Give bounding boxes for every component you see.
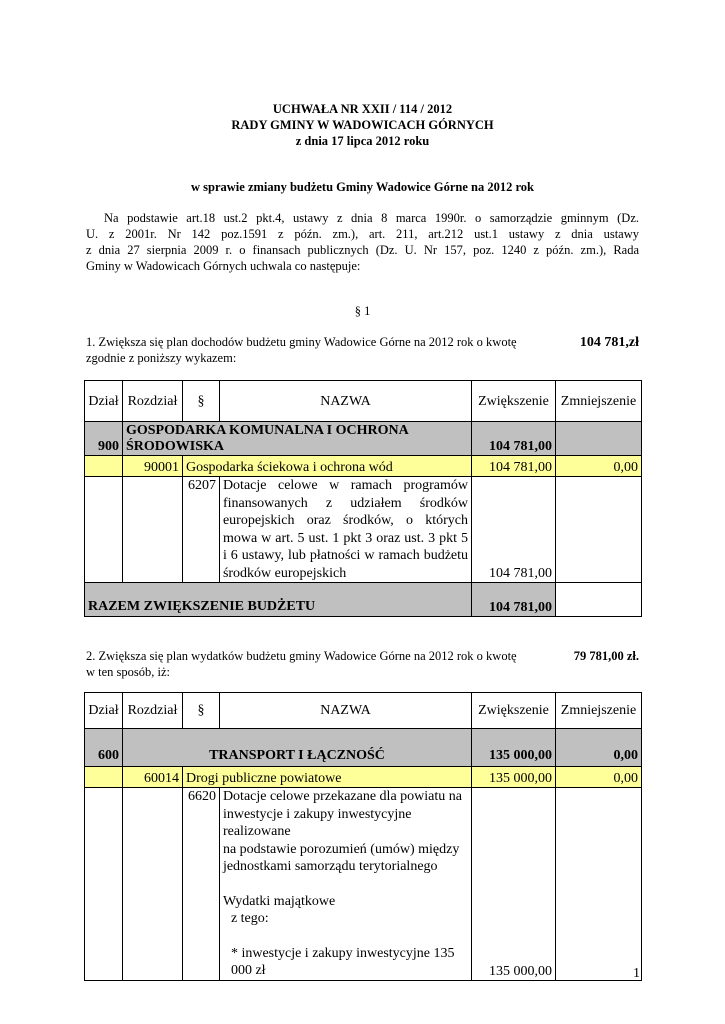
rozdzial-increase: 135 000,00 bbox=[472, 767, 556, 788]
col-paragraph: § bbox=[182, 693, 219, 729]
par-line-3: na podstawie porozumień (umów) między bbox=[222, 841, 460, 857]
dzial-name bbox=[122, 422, 471, 456]
dzial-decrease: 0,00 bbox=[555, 729, 641, 767]
dzial-code: 600 bbox=[85, 729, 123, 767]
section-mark: § 1 bbox=[354, 304, 371, 318]
par-increase: 104 781,00 bbox=[472, 477, 556, 583]
col-zwiekszenie: Zwiększenie bbox=[472, 693, 556, 729]
total-label: RAZEM ZWIĘKSZENIE BUDŻETU bbox=[85, 583, 472, 617]
spacer bbox=[223, 876, 468, 893]
council-name: RADY GMINY W WADOWICACH GÓRNYCH bbox=[231, 118, 494, 132]
empty-cell bbox=[85, 767, 123, 788]
col-zmniejszenie: Zmniejszenie bbox=[555, 381, 641, 422]
income-table bbox=[84, 380, 642, 617]
table-row bbox=[85, 767, 642, 788]
col-zmniejszenie: Zmniejszenie bbox=[555, 693, 641, 729]
rozdzial-name: Gospodarka ściekowa i ochrona wód bbox=[182, 456, 471, 477]
par-line-6: z tego: bbox=[230, 911, 269, 926]
resolution-title: UCHWAŁA NR XXII / 114 / 2012 bbox=[272, 102, 453, 116]
col-rozdzial: Rozdział bbox=[122, 381, 182, 422]
expense-table-header bbox=[85, 693, 642, 729]
par-line-4: jednostkami samorządu terytorialnego bbox=[222, 859, 438, 874]
empty-cell bbox=[122, 788, 182, 981]
dzial-name-line-1: GOSPODARKA KOMUNALNA I OCHRONA bbox=[125, 423, 409, 438]
par-code: 6207 bbox=[182, 477, 219, 583]
dzial-name-line-2: ŚRODOWISKA bbox=[125, 439, 225, 454]
dzial-decrease bbox=[555, 422, 641, 456]
point-1-text-b: zgodnie z poniższy wykazem: bbox=[86, 351, 237, 365]
par-line-2: inwestycje i zakupy inwestycyjne realizowane bbox=[222, 806, 412, 839]
preamble-line-3: z dnia 27 sierpnia 2009 r. o finansach publicznych (Dz. U. Nr 157, poz. 1240 z późn. zm.), Rada bbox=[86, 243, 639, 257]
point-2-amount: 79 781,00 zł. bbox=[573, 649, 639, 663]
point-2-text: 2. Zwiększa się plan wydatków budżetu gminy Wadowice Górne na 2012 rok o kwotę bbox=[86, 649, 517, 663]
col-paragraph: § bbox=[182, 381, 219, 422]
empty-cell bbox=[85, 788, 123, 981]
expense-table bbox=[84, 692, 642, 981]
preamble-line-1: Na podstawie art.18 ust.2 pkt.4, ustawy z dnia 8 marca 1990r. o samorządzie gminnym (Dz. bbox=[104, 211, 639, 225]
par-line-7: * inwestycje i zakupy inwestycyjne 135 000 zł bbox=[230, 945, 455, 978]
par-line-1: Dotacje celowe przekazane dla powiatu na bbox=[222, 789, 462, 804]
empty-cell bbox=[555, 788, 641, 981]
total-increase: 104 781,00 bbox=[472, 583, 556, 617]
point-1-amount: 104 781,zł bbox=[579, 335, 639, 350]
resolution-date: z dnia 17 lipca 2012 roku bbox=[295, 134, 430, 148]
empty-cell bbox=[555, 583, 641, 617]
page-number: 1 bbox=[633, 966, 640, 981]
col-rozdzial: Rozdział bbox=[122, 693, 182, 729]
par-code: 6620 bbox=[182, 788, 219, 981]
preamble-line-4: Gminy w Wadowicach Górnych uchwala co następuje: bbox=[86, 259, 361, 273]
empty-cell bbox=[85, 477, 123, 583]
dzial-increase: 135 000,00 bbox=[472, 729, 556, 767]
point-2-text-b: w ten sposób, iż: bbox=[86, 665, 171, 679]
rozdzial-name: Drogi publiczne powiatowe bbox=[182, 767, 471, 788]
table-row bbox=[85, 477, 642, 583]
point-2-line bbox=[86, 648, 639, 664]
spacer bbox=[223, 928, 468, 945]
empty-cell bbox=[122, 477, 182, 583]
par-name bbox=[219, 788, 471, 981]
col-zwiekszenie: Zwiększenie bbox=[472, 381, 556, 422]
resolution-subject: w sprawie zmiany budżetu Gminy Wadowice Górne na 2012 rok bbox=[191, 180, 534, 194]
dzial-increase: 104 781,00 bbox=[472, 422, 556, 456]
table-row bbox=[85, 422, 642, 456]
empty-cell bbox=[555, 477, 641, 583]
point-1-text: 1. Zwiększa się plan dochodów budżetu gminy Wadowice Górne na 2012 rok o kwotę bbox=[86, 335, 517, 349]
rozdzial-increase: 104 781,00 bbox=[472, 456, 556, 477]
rozdzial-decrease: 0,00 bbox=[555, 767, 641, 788]
preamble-line-2: U. z 2001r. Nr 142 poz.1591 z późn. zm.), art. 211, art.212 ust.1 ustawy z dnia ustawy bbox=[86, 227, 639, 241]
table-row bbox=[85, 788, 642, 981]
point-1-line bbox=[86, 334, 639, 351]
dzial-code: 900 bbox=[85, 422, 123, 456]
par-line-5: Wydatki majątkowe bbox=[222, 893, 336, 909]
table-row bbox=[85, 583, 642, 617]
rozdzial-code: 60014 bbox=[122, 767, 182, 788]
income-table-header bbox=[85, 381, 642, 422]
col-nazwa: NAZWA bbox=[219, 381, 471, 422]
par-name: Dotacje celowe w ramach programów finansowanych z udziałem środków europejskich oraz środków, o których mowa w art. 5 ust. 1 pkt 3 oraz ust. 3 pkt 5 i 6 ustawy, lub płatności w ramach budżetu środków europejskich bbox=[219, 477, 471, 583]
table-row bbox=[85, 456, 642, 477]
par-increase: 135 000,00 bbox=[472, 788, 556, 981]
col-nazwa: NAZWA bbox=[219, 693, 471, 729]
col-dzial: Dział bbox=[85, 693, 123, 729]
rozdzial-code: 90001 bbox=[122, 456, 182, 477]
rozdzial-decrease: 0,00 bbox=[555, 456, 641, 477]
table-row bbox=[85, 729, 642, 767]
col-dzial: Dział bbox=[85, 381, 123, 422]
dzial-name: TRANSPORT I ŁĄCZNOŚĆ bbox=[122, 729, 471, 767]
empty-cell bbox=[85, 456, 123, 477]
